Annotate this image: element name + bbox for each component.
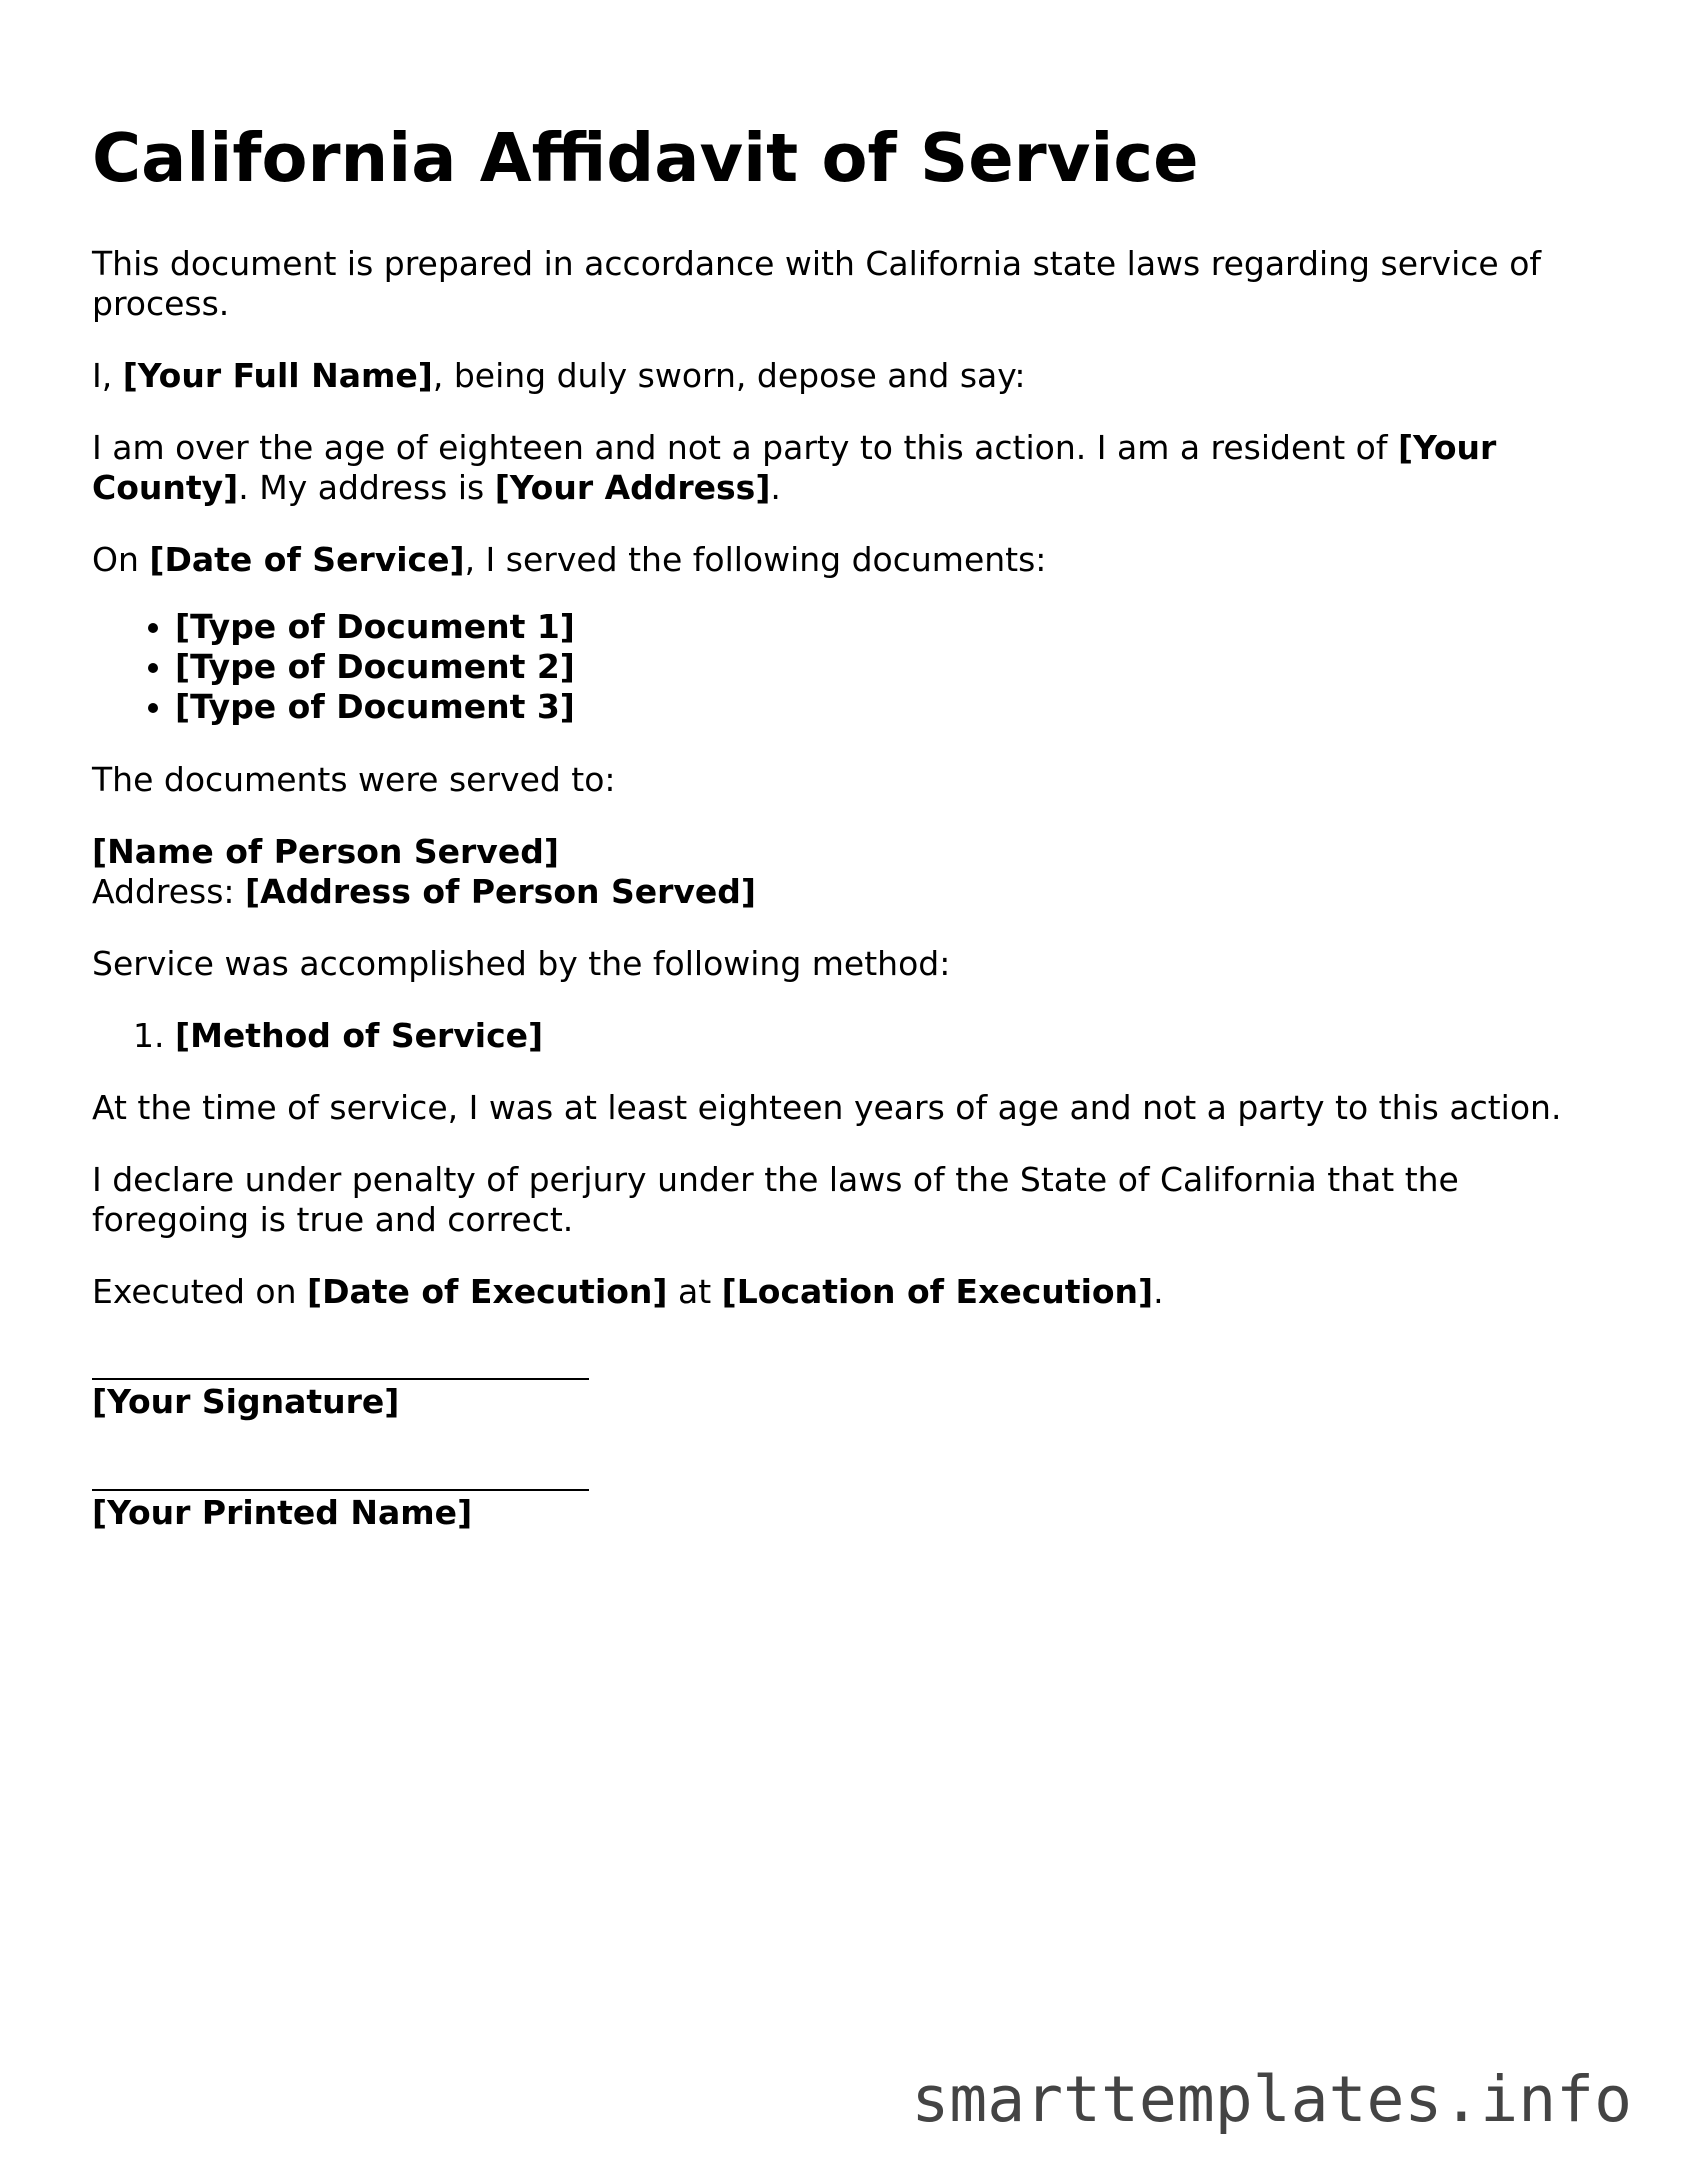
- person-served-block: [92, 832, 1602, 912]
- executed-paragraph: [92, 1272, 1602, 1312]
- execution-location-placeholder: [Location of Execution]: [721, 1272, 1154, 1311]
- list-item: 1. [Method of Service]: [175, 1016, 543, 1056]
- service-date-paragraph: [92, 540, 1602, 580]
- signature-line: [92, 1378, 589, 1380]
- list-item: • [Type of Document 3]: [175, 687, 575, 727]
- served-to-label: The documents were served to:: [92, 760, 616, 799]
- executed-prefix: Executed on: [92, 1272, 307, 1311]
- full-name-placeholder: [Your Full Name]: [122, 356, 433, 395]
- document-title: California Affidavit of Service: [92, 119, 1199, 197]
- signature-label: [Your Signature]: [92, 1382, 400, 1421]
- residency-text-1: I am over the age of eighteen and not a party to this action. I am a resident of: [92, 428, 1398, 467]
- list-item: • [Type of Document 1]: [175, 607, 575, 647]
- sworn-paragraph: [92, 356, 1602, 396]
- address-label: Address:: [92, 872, 246, 911]
- sworn-prefix: I,: [92, 356, 123, 395]
- service-date-suffix: , I served the following documents:: [464, 540, 1047, 579]
- residency-paragraph: [92, 428, 1602, 508]
- documents-list: [92, 607, 575, 727]
- execution-date-placeholder: [Date of Execution]: [307, 1272, 668, 1311]
- service-date-prefix: On: [92, 540, 150, 579]
- methods-list: [92, 1016, 543, 1056]
- residency-text-2: . My address is: [238, 468, 495, 507]
- list-item: • [Type of Document 2]: [175, 647, 575, 687]
- person-served-placeholder: [Name of Person Served]: [92, 832, 559, 871]
- residency-text-3: .: [770, 468, 781, 507]
- executed-middle: at: [667, 1272, 722, 1311]
- county-placeholder: [Your County]: [92, 428, 1497, 507]
- service-date-placeholder: [Date of Service]: [149, 540, 465, 579]
- watermark: smarttemplates.info: [911, 2063, 1632, 2136]
- intro-paragraph: This document is prepared in accordance with California state laws regarding service of process.: [92, 244, 1542, 323]
- person-address-placeholder: [Address of Person Served]: [245, 872, 756, 911]
- printed-name-label: [Your Printed Name]: [92, 1493, 473, 1532]
- address-placeholder: [Your Address]: [494, 468, 771, 507]
- sworn-suffix: , being duly sworn, depose and say:: [432, 356, 1026, 395]
- age-statement: At the time of service, I was at least eighteen years of age and not a party to this action.: [92, 1088, 1562, 1127]
- declaration-paragraph: I declare under penalty of perjury under the laws of the State of California that the foregoing is true and correct.: [92, 1160, 1459, 1239]
- printed-name-line: [92, 1489, 589, 1491]
- executed-suffix: .: [1153, 1272, 1164, 1311]
- method-label: Service was accomplished by the following method:: [92, 944, 951, 983]
